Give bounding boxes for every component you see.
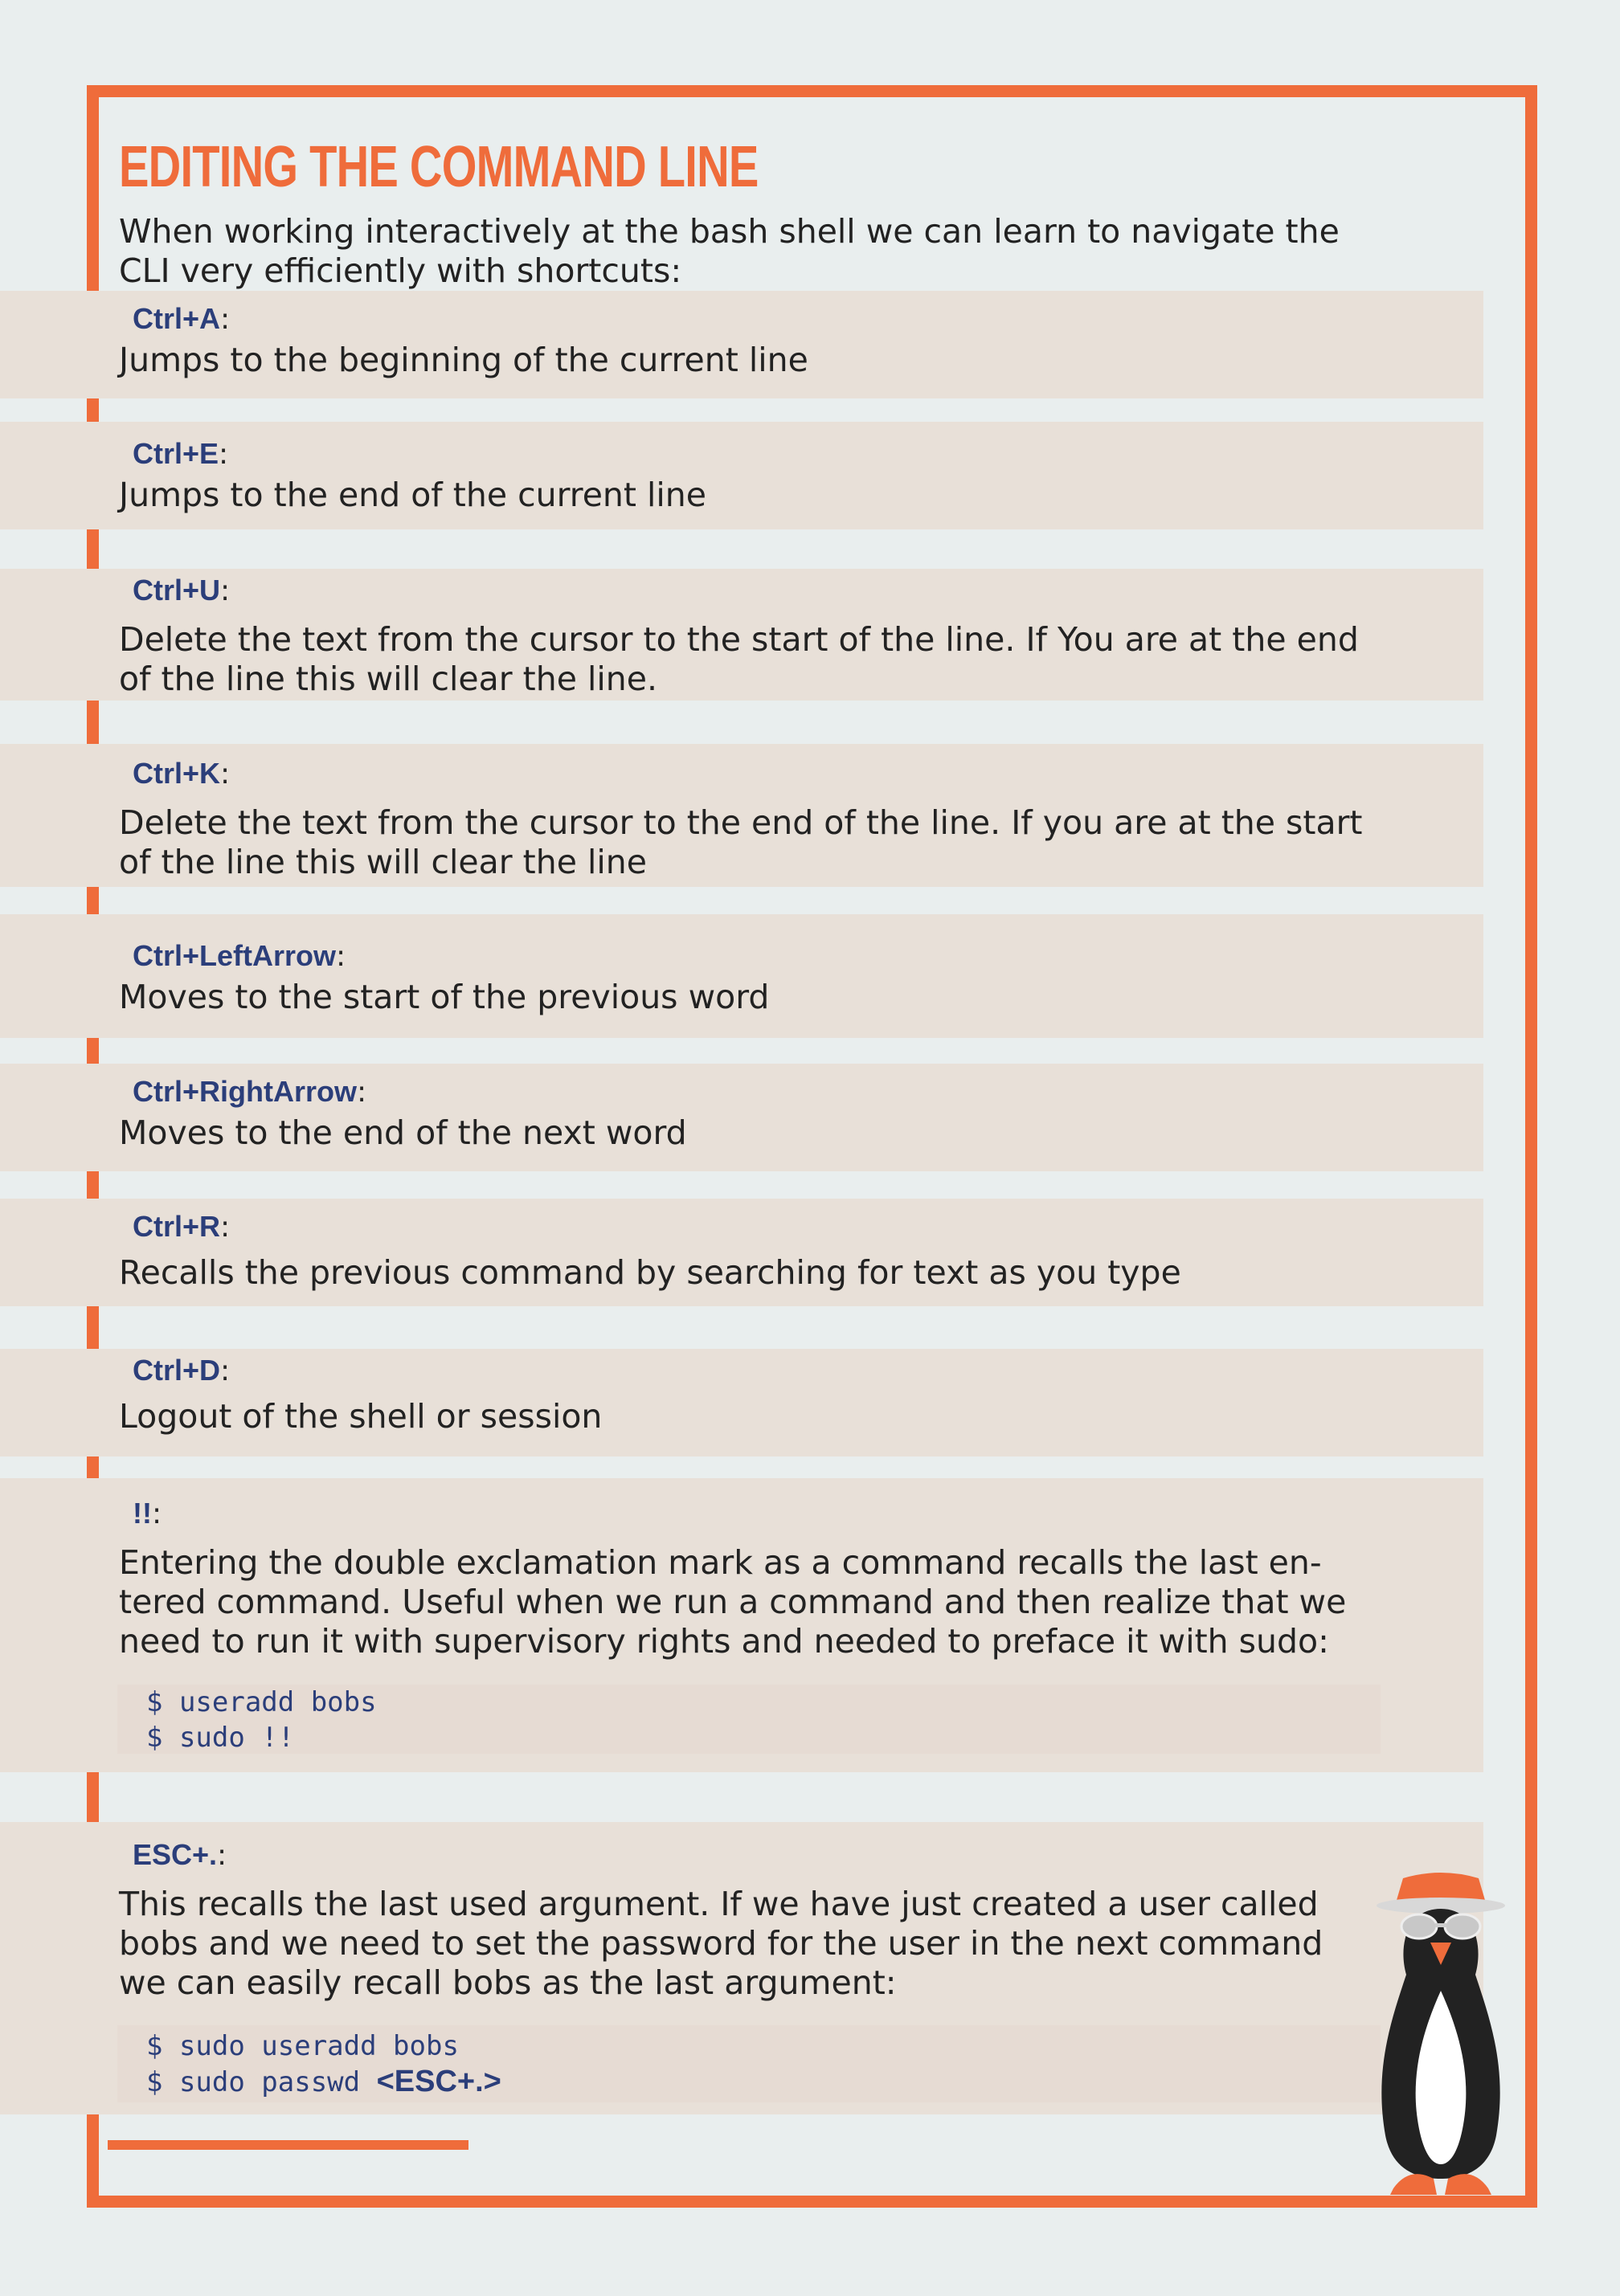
shortcut-description: Recalls the previous command by searching for text as you type — [119, 1253, 1181, 1292]
shortcut-description: Delete the text from the cursor to the start of the line. If You are at the end of the line this will clear the line. — [119, 620, 1359, 698]
shortcut-key: Ctrl+E: — [133, 437, 229, 471]
code-block — [117, 2025, 1381, 2102]
shortcut-key: Ctrl+A: — [133, 302, 231, 336]
shortcut-key: Ctrl+U: — [133, 574, 231, 607]
shortcut-key: !!: — [133, 1497, 162, 1530]
shortcut-description: Entering the double exclamation mark as a command recalls the last en-tered command. Useful when we run a command and then realize that we need to run it with supervisory rights and needed to preface it with sudo: — [119, 1543, 1347, 1661]
intro-text: When working interactively at the bash shell we can learn to navigate the CLI very efficiently with shortcuts: — [119, 212, 1340, 290]
code-line: $ sudo passwd <ESC+.> — [146, 2065, 501, 2098]
shortcut-description: Jumps to the end of the current line — [119, 476, 707, 514]
code-line: $ useradd bobs — [146, 1686, 377, 1718]
shortcut-double-bang — [119, 1496, 1381, 1661]
page-title: EDITING THE COMMAND LINE — [119, 135, 759, 199]
code-block — [117, 1685, 1381, 1754]
shortcut-key: Ctrl+D: — [133, 1354, 231, 1387]
shortcut-ctrl-e — [119, 436, 1381, 515]
shortcut-description: Delete the text from the cursor to the end of the line. If you are at the start of the line this will clear the line — [119, 803, 1363, 881]
shortcut-description: Moves to the start of the previous word — [119, 978, 770, 1016]
shortcut-ctrl-a — [119, 301, 1381, 380]
code-line: $ sudo useradd bobs — [146, 2030, 459, 2062]
penguin-mascot-icon — [1374, 1870, 1508, 2200]
shortcut-key: Ctrl+K: — [133, 757, 231, 791]
shortcut-ctrl-k — [119, 756, 1381, 882]
shortcut-ctrl-rightarrow — [119, 1074, 1381, 1153]
shortcut-key: Ctrl+R: — [133, 1210, 231, 1244]
shortcut-key: Ctrl+LeftArrow: — [133, 939, 346, 973]
shortcut-ctrl-r — [119, 1209, 1381, 1293]
shortcut-ctrl-d — [119, 1353, 1381, 1436]
code-line: $ sudo !! — [146, 1722, 295, 1754]
shortcut-description: Logout of the shell or session — [119, 1397, 603, 1436]
code-key: <ESC+.> — [376, 2065, 501, 2098]
shortcut-description: Jumps to the beginning of the current line — [119, 341, 808, 379]
shortcut-ctrl-leftarrow — [119, 938, 1381, 1017]
shortcut-ctrl-u — [119, 573, 1381, 699]
shortcut-key: Ctrl+RightArrow: — [133, 1075, 367, 1109]
shortcut-esc-dot — [119, 1837, 1381, 2003]
shortcut-description: This recalls the last used argument. If we have just created a user called bobs and we need to set the password for the user in the next command we can easily recall bobs as the last argument: — [119, 1885, 1323, 2002]
shortcut-description: Moves to the end of the next word — [119, 1113, 687, 1152]
accent-rule — [108, 2140, 468, 2150]
shortcut-key: ESC+.: — [133, 1838, 227, 1872]
